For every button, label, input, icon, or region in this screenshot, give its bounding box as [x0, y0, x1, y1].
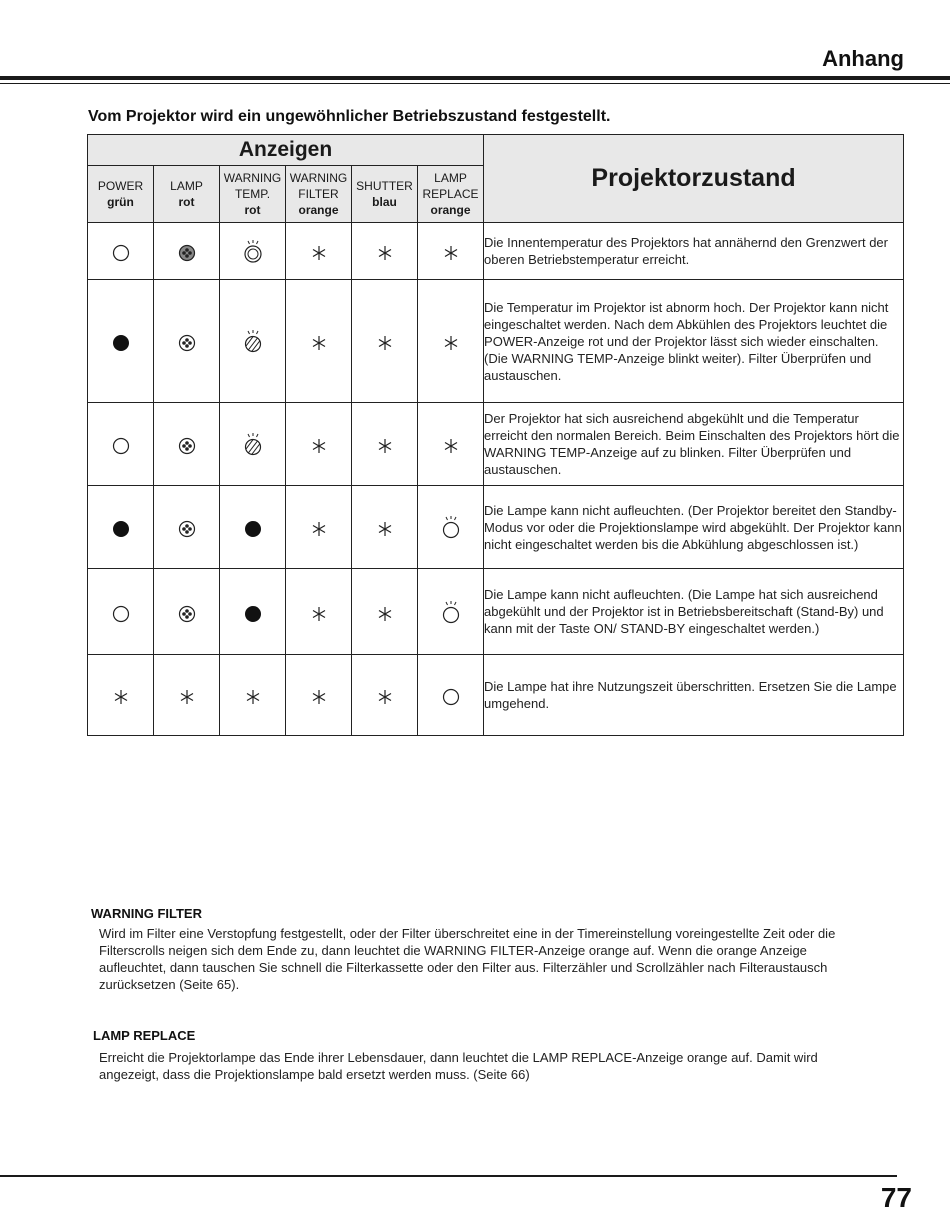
off-icon	[109, 431, 133, 457]
indicator-cell-shutter	[352, 486, 418, 569]
indicator-cell-power	[88, 655, 154, 736]
blink-hatched-icon	[241, 431, 265, 457]
state-description: Der Projektor hat sich ausreichend abgekühlt und die Temperatur erreicht den normalen Bereich. Beim Einschalten des Projektors hört die WARNING TEMP-Anzeige auf zu blinken. Filter Überprüfen und austauschen.	[484, 403, 904, 486]
any-icon	[241, 682, 265, 708]
table-row	[88, 280, 904, 403]
any-icon	[307, 238, 331, 264]
table-row	[88, 486, 904, 569]
state-description: Die Lampe kann nicht aufleuchten. (Die Lampe hat sich ausreichend abgekühlt und der Projektor ist in Betriebsbereitschaft (Stand-By) und kann mit der Taste ON/ STAND-BY eingeschaltet werden.)	[484, 569, 904, 655]
intro-heading: Vom Projektor wird ein ungewöhnlicher Betriebszustand festgestellt.	[88, 108, 611, 125]
column-header-shutter: SHUTTER blau	[352, 166, 418, 223]
note-title-warning-filter: WARNING FILTER	[91, 906, 202, 921]
indicator-cell-power	[88, 223, 154, 280]
any-icon	[307, 599, 331, 625]
indicator-cell-power	[88, 569, 154, 655]
lamp-icon	[175, 599, 199, 625]
indicator-cell-warning-filter	[286, 486, 352, 569]
blink-ring-icon	[241, 238, 265, 264]
indicators-header: Anzeigen	[88, 135, 484, 166]
projector-state-header: Projektorzustand	[484, 135, 904, 223]
any-icon	[439, 328, 463, 354]
off-icon	[109, 238, 133, 264]
column-header-warning-filter: WARNING FILTER orange	[286, 166, 352, 223]
indicator-cell-lamp-replace	[418, 223, 484, 280]
footer-rule	[0, 1175, 897, 1177]
any-icon	[373, 599, 397, 625]
note-text-lamp-replace: Erreicht die Projektorlampe das Ende ihrer Lebensdauer, dann leuchtet die LAMP REPLACE-Anzeige orange auf. Damit wird angezeigt, dass die Projektionslampe bald ersetzt werden muss. (Seite 66)	[99, 1050, 818, 1082]
any-icon	[439, 238, 463, 264]
lamp-icon	[175, 431, 199, 457]
table-row	[88, 655, 904, 736]
column-header-power: POWER grün	[88, 166, 154, 223]
off-icon	[439, 682, 463, 708]
on-icon	[241, 514, 265, 540]
indicator-cell-warning-filter	[286, 655, 352, 736]
indicator-cell-power	[88, 486, 154, 569]
indicator-cell-lamp-replace	[418, 655, 484, 736]
blink-off-icon	[439, 599, 463, 625]
on-icon	[241, 599, 265, 625]
indicator-cell-warning-filter	[286, 403, 352, 486]
on-icon	[109, 514, 133, 540]
any-icon	[373, 514, 397, 540]
any-icon	[373, 238, 397, 264]
any-icon	[373, 431, 397, 457]
lamp-dim-icon	[175, 238, 199, 264]
header-rule-thin	[0, 83, 950, 84]
indicator-cell-warning-filter	[286, 280, 352, 403]
indicator-cell-lamp	[154, 280, 220, 403]
indicator-cell-warning-temp	[220, 223, 286, 280]
off-icon	[109, 599, 133, 625]
indicator-cell-shutter	[352, 403, 418, 486]
any-icon	[307, 682, 331, 708]
indicator-cell-power	[88, 403, 154, 486]
indicator-cell-lamp	[154, 223, 220, 280]
indicator-cell-shutter	[352, 655, 418, 736]
indicator-cell-lamp-replace	[418, 403, 484, 486]
indicator-cell-lamp	[154, 486, 220, 569]
note-text-warning-filter: Wird im Filter eine Verstopfung festgestellt, oder der Filter überschreitet eine in der Timereinstellung voreingestellte Zeit oder die Filterscrolls neigen sich dem Ende zu, dann leuchtet die WARNING FILTER-Anzeige orange auf. Wenn die orange Anzeige aufleuchtet, dann tauschen Sie schnell die Filterkassette oder den Filter aus. Filterzähler und Scrollzähler nach Filteraustausch zurücksetzen (Seite 65).	[99, 926, 836, 992]
note-title-lamp-replace: LAMP REPLACE	[93, 1028, 196, 1043]
section-title: Anhang	[822, 46, 904, 71]
indicator-cell-warning-temp	[220, 655, 286, 736]
on-icon	[109, 328, 133, 354]
indicator-cell-shutter	[352, 223, 418, 280]
indicator-cell-lamp-replace	[418, 486, 484, 569]
state-description: Die Innentemperatur des Projektors hat annähernd den Grenzwert der oberen Betriebstemperatur erreicht.	[484, 223, 904, 280]
indicator-cell-shutter	[352, 569, 418, 655]
state-description: Die Lampe kann nicht aufleuchten. (Der Projektor bereitet den Standby-Modus vor oder die Projektionslampe wird abgekühlt. Der Projektor kann nicht eingeschaltet werden bis die Abkühlung abgeschlossen ist.)	[484, 486, 904, 569]
table-row	[88, 403, 904, 486]
any-icon	[307, 328, 331, 354]
header-rule	[0, 76, 950, 80]
any-icon	[439, 431, 463, 457]
state-description: Die Lampe hat ihre Nutzungszeit überschritten. Ersetzen Sie die Lampe umgehend.	[484, 655, 904, 736]
indicator-cell-warning-temp	[220, 569, 286, 655]
column-header-warning-temp: WARNING TEMP. rot	[220, 166, 286, 223]
indicator-cell-power	[88, 280, 154, 403]
any-icon	[307, 514, 331, 540]
blink-hatched-icon	[241, 328, 265, 354]
blink-off-icon	[439, 514, 463, 540]
indicator-cell-lamp	[154, 655, 220, 736]
state-description: Die Temperatur im Projektor ist abnorm hoch. Der Projektor kann nicht eingeschaltet werden. Nach dem Abkühlen des Projektors leuchtet die POWER-Anzeige rot und der Projektor lässt sich wieder einschalten. (Die WARNING TEMP-Anzeige blinkt weiter). Filter Überprüfen und austauschen.	[484, 280, 904, 403]
any-icon	[109, 682, 133, 708]
indicator-cell-lamp-replace	[418, 280, 484, 403]
indicator-cell-warning-temp	[220, 486, 286, 569]
any-icon	[175, 682, 199, 708]
lamp-icon	[175, 514, 199, 540]
indicator-cell-warning-temp	[220, 403, 286, 486]
indicator-cell-lamp	[154, 569, 220, 655]
column-header-lamp: LAMP rot	[154, 166, 220, 223]
indicator-cell-warning-filter	[286, 569, 352, 655]
lamp-icon	[175, 328, 199, 354]
indicator-cell-warning-temp	[220, 280, 286, 403]
indicator-cell-lamp-replace	[418, 569, 484, 655]
table-row	[88, 223, 904, 280]
indicator-cell-shutter	[352, 280, 418, 403]
indicator-cell-warning-filter	[286, 223, 352, 280]
any-icon	[373, 328, 397, 354]
column-header-lamp-replace: LAMP REPLACE orange	[418, 166, 484, 223]
table-row	[88, 569, 904, 655]
any-icon	[373, 682, 397, 708]
indicator-table	[87, 134, 904, 736]
page-number: 77	[880, 1182, 912, 1213]
indicator-cell-lamp	[154, 403, 220, 486]
any-icon	[307, 431, 331, 457]
